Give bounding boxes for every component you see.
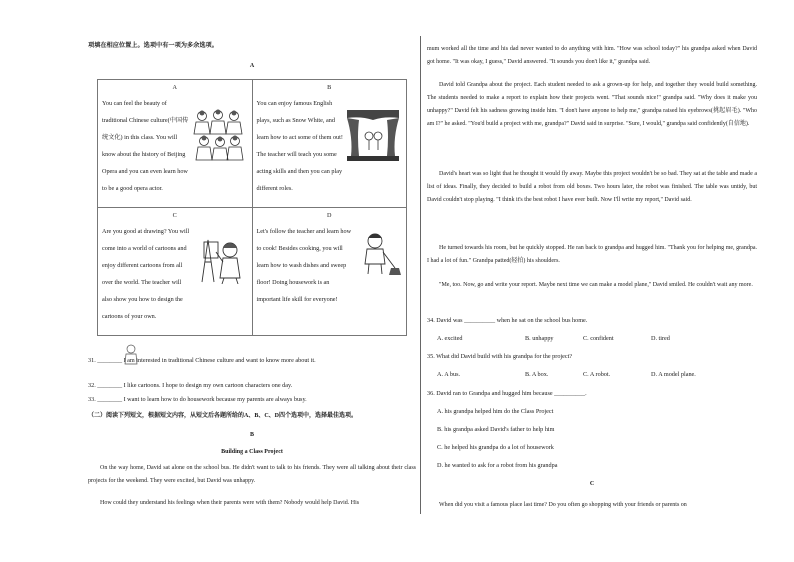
ad-b-letter: B	[327, 84, 332, 91]
story-paragraph-5: David's heart was so light that he thought it would fly away. Maybe this project wouldn't be so bad. They sat at the table and made a list of ideas. Finally, they decided to build a robot from old boxes. Two hours later, the robot was finished. The table was untidy, but David couldn't stop playing. "I think it's the best robot I have ever built. Now I'll write my report," David said.	[427, 171, 757, 203]
q34-option-b: B. unhappy	[525, 335, 554, 342]
section-b-heading: B	[249, 432, 254, 438]
q35-option-d: D. A model plane.	[651, 371, 696, 378]
q36-option-c: C. he helped his grandpa do a lot of housework	[437, 444, 554, 451]
question-32: 32. ________ I like cartoons. I hope to design my own cartoon characters one day.	[88, 382, 293, 389]
ad-b	[252, 80, 407, 208]
story-paragraph-3: mum worked all the time and his dad never wanted to do anything with him. "How was school today?" his grandpa asked when David got home. "It was okay, I guess," David answered. "It sounds you don't like it," grandpa said.	[427, 46, 757, 65]
instruction-text: 项填在相应位置上。选项中有一项为多余选项。	[88, 42, 218, 49]
q34-option-c: C. confident	[583, 335, 614, 342]
q35-option-a: A. A bus.	[437, 371, 461, 378]
story-paragraph-1: On the way home, David sat alone on the school bus. He didn't want to talk to his friends. They were all talking about their class projects for the weekend. They were excited, but David was unhappy.	[88, 465, 416, 484]
part-two-instruction: （二）阅读下列短文，根据短文内容，从短文后各题所给的A、B、C、D四个选项中，选择最佳选项。	[88, 413, 358, 419]
ad-a-text: You can feel the beauty of traditional Chinese culture(中国传统文化) in this class. You will know about the history of Beijing Opera and you can even learn how to be a good opera actor.	[102, 100, 189, 192]
question-31: 31. ________ I am interested in traditional Chinese culture and want to know more about it.	[88, 357, 316, 364]
ads-table	[97, 79, 407, 336]
section-a-heading: A	[249, 63, 255, 69]
story-paragraph-4: David told Grandpa about the project. Each student needed to ask a grown-up for help, and together they would build something. The students needed to make a report to explain how their projects went. "That sounds nice!" grandpa said. "Why does it make you unhappy?" David felt his sadness growing inside him. "I don't have anyone to help me," grandpa raised his eyebrows(挑起眉毛). "Who am I?" he asked. "You'd build a project with me, grandpa?" David said in surprise. "Sure, I would," grandpa said confidently(自信地).	[427, 82, 757, 127]
q36-option-d: D. he wanted to ask for a robot from his grandpa	[437, 462, 558, 469]
ad-d-letter: D	[327, 212, 332, 219]
ad-c	[98, 208, 253, 336]
boy-sweeping-image	[357, 232, 401, 276]
column-divider	[420, 36, 421, 514]
q35-option-b: B. A box.	[525, 371, 549, 378]
opera-actors-image	[192, 108, 244, 162]
right-column	[427, 0, 757, 562]
question-34: 34. David was __________ when he sat on the school bus home.	[427, 317, 588, 324]
section-c-heading: C	[589, 481, 595, 487]
q34-option-d: D. tired	[651, 335, 670, 342]
question-36: 36. David ran to Grandpa and hugged him because __________.	[427, 390, 587, 397]
passage-c-paragraph-1: When did you visit a famous place last time? Do you often go shopping with your friends or parents on	[439, 502, 687, 508]
question-33: 33. ________ I want to learn how to do housework because my parents are always busy.	[88, 396, 307, 403]
ad-d-text: Let's follow the teacher and learn how to cook! Besides cooking, you will learn how to wash dishes and sweep floor! Doing housework is an important life skill for everyone!	[256, 228, 352, 303]
ad-c-letter: C	[172, 212, 177, 219]
q36-option-a: A. his grandpa helped him do the Class Project	[437, 408, 554, 415]
story-title: Building a Class Project	[221, 449, 283, 455]
story-paragraph-6: He turned towards his room, but he quickly stopped. He ran back to grandpa and hugged him. "Thank you for helping me, grandpa. I had a lot of fun." Grandpa patted(轻拍) his shoulders.	[427, 245, 757, 264]
ad-c-text: Are you good at drawing? You will come into a world of cartoons and enjoy different cartoons from all over the world. The teacher will also show you how to design the cartoons of your own.	[102, 228, 190, 320]
left-column	[88, 0, 416, 562]
q34-option-a: A. excited	[437, 335, 463, 342]
story-paragraph-2: How could they understand his feelings when their parents were with them? Nobody would help David. His	[100, 500, 360, 506]
girl-drawing-image	[198, 234, 244, 284]
ad-a-letter: A	[172, 84, 177, 91]
theater-stage-image	[345, 108, 401, 162]
ad-b-text: You can enjoy famous English plays, such as Snow White, and learn how to act some of them out! The teacher will teach you some acting skills and then you can play different roles.	[256, 100, 343, 192]
ad-a	[98, 80, 253, 208]
q36-option-b: B. his grandpa asked David's father to help him	[437, 426, 555, 433]
q35-option-c: C. A robot.	[583, 371, 611, 378]
story-paragraph-7: "Me, too. Now, go and write your report. Maybe next time we can make a model plane," David smiled. He couldn't wait any more.	[439, 282, 753, 288]
ad-d	[252, 208, 407, 336]
question-35: 35. What did David build with his grandpa for the project?	[427, 353, 573, 360]
